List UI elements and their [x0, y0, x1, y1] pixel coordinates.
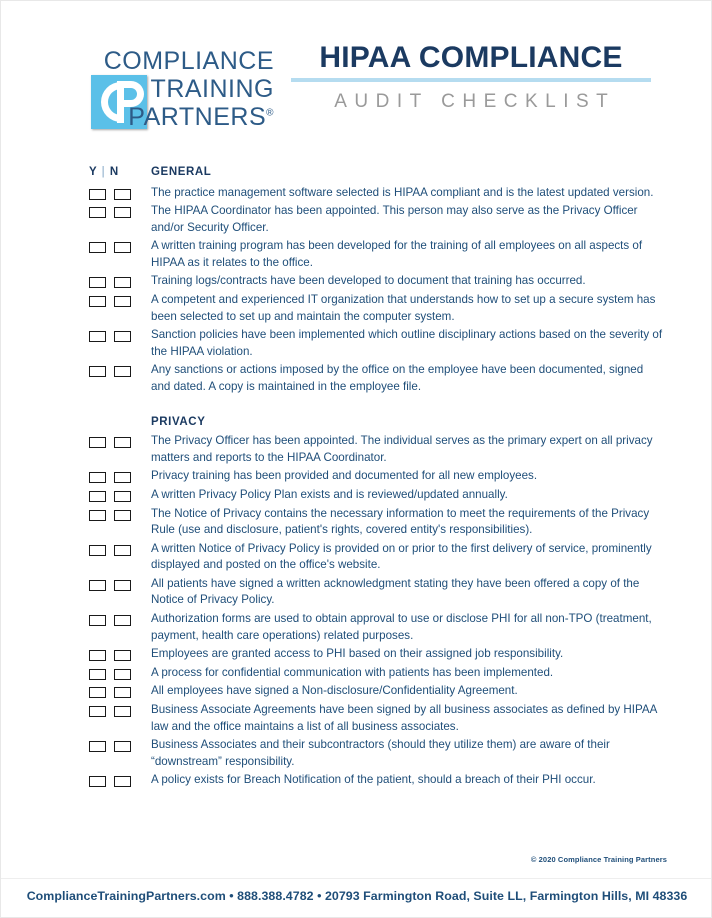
checklist-item-text: Business Associate Agreements have been signed by all business associates as defined by HIPAA law and the office maintains a list of all business associates.	[151, 703, 657, 733]
checklist-item-text: A written training program has been developed for the training of all employees on all aspects of HIPAA as it relates to the office.	[151, 239, 643, 269]
checklist-item-text: The practice management software selected is HIPAA compliant and is the latest updated version.	[151, 185, 654, 199]
checkbox-yes[interactable]	[89, 437, 106, 448]
checkbox-no[interactable]	[114, 207, 131, 218]
checkbox-pair	[89, 576, 151, 591]
checkbox-yes[interactable]	[89, 366, 106, 377]
registered-trademark-icon: ®	[266, 107, 274, 119]
checkbox-pair	[89, 362, 151, 377]
checkbox-pair	[89, 611, 151, 626]
checkbox-yes[interactable]	[89, 706, 106, 717]
column-header-row	[89, 166, 664, 179]
no-label: N	[109, 166, 120, 178]
checkbox-pair	[89, 203, 151, 218]
checkbox-pair	[89, 433, 151, 448]
checkbox-no[interactable]	[114, 331, 131, 342]
checklist-item-text: A policy exists for Breach Notification of the patient, should a breach of their PHI occur.	[151, 773, 596, 787]
checkbox-pair	[89, 506, 151, 521]
checkbox-yes[interactable]	[89, 242, 106, 253]
checklist-body	[89, 166, 664, 791]
checkbox-yes[interactable]	[89, 545, 106, 556]
checkbox-no[interactable]	[114, 242, 131, 253]
checklist-item-text: A process for confidential communication with patients has been implemented.	[151, 665, 554, 679]
checkbox-no[interactable]	[114, 776, 131, 787]
section-privacy	[89, 433, 664, 789]
checkbox-no[interactable]	[114, 650, 131, 661]
checkbox-yes[interactable]	[89, 189, 106, 200]
checklist-item-text: Privacy training has been provided and documented for all new employees.	[151, 469, 538, 483]
checklist-item-text: Sanction policies have been implemented which outline disciplinary actions based on the severity of the HIPAA violation.	[151, 328, 663, 358]
checkbox-yes[interactable]	[89, 687, 106, 698]
checklist-item-text: All employees have signed a Non-disclosure/Confidentiality Agreement.	[151, 684, 518, 698]
checkbox-no[interactable]	[114, 510, 131, 521]
section-spacer	[89, 398, 664, 416]
checklist-item-text: Any sanctions or actions imposed by the office on the employee have been documented, signed and dated. A copy is maintained in the employee file.	[151, 363, 644, 394]
title-block	[291, 41, 651, 113]
checkbox-pair	[89, 702, 151, 717]
checkbox-no[interactable]	[114, 580, 131, 591]
logo-line-2: TRAINING	[150, 75, 274, 103]
section-heading-general: GENERAL	[151, 166, 212, 178]
checklist-item	[89, 468, 664, 485]
title-divider	[291, 78, 651, 82]
document-header	[1, 35, 712, 135]
checkbox-no[interactable]	[114, 366, 131, 377]
yes-label: Y	[89, 166, 98, 178]
checkbox-yes[interactable]	[89, 207, 106, 218]
checklist-item	[89, 362, 664, 395]
checklist-item	[89, 487, 664, 504]
checklist-item-text: Business Associates and their subcontractors (should they utilize them) are aware of their “downstream” responsibility.	[151, 738, 610, 768]
checkbox-no[interactable]	[114, 706, 131, 717]
checklist-item	[89, 433, 664, 466]
checklist-item	[89, 772, 664, 789]
checkbox-pair	[89, 541, 151, 556]
checkbox-yes[interactable]	[89, 615, 106, 626]
checklist-item	[89, 576, 664, 609]
checkbox-no[interactable]	[114, 741, 131, 752]
checklist-item-text: The Notice of Privacy contains the necessary information to meet the requirements of the Privacy Rule (use and disclosure, patient's rights, covered entity's responsibilities).	[151, 506, 650, 537]
checklist-item-text: A written Privacy Policy Plan exists and is reviewed/updated annually.	[151, 487, 508, 501]
copyright-notice: © 2020 Compliance Training Partners	[530, 855, 667, 864]
checklist-item	[89, 506, 664, 539]
checklist-item	[89, 541, 664, 574]
checklist-item-text: All patients have signed a written acknowledgment stating they have been offered a copy of the Notice of Privacy Policy.	[151, 576, 640, 607]
checklist-item-text: The HIPAA Coordinator has been appointed. This person may also serve as the Privacy Officer and/or Security Officer.	[151, 204, 638, 234]
page-title: HIPAA COMPLIANCE	[319, 41, 623, 74]
checklist-item-text: Training logs/contracts have been developed to document that training has occurred.	[151, 274, 586, 288]
logo-line-3	[89, 105, 274, 130]
checklist-item	[89, 292, 664, 325]
footer-contact-line: ComplianceTrainingPartners.com • 888.388.4782 • 20793 Farmington Road, Suite LL, Farmington Hills, MI 48336	[26, 889, 688, 903]
checkbox-pair	[89, 487, 151, 502]
checkbox-no[interactable]	[114, 687, 131, 698]
checkbox-no[interactable]	[114, 615, 131, 626]
checkbox-pair	[89, 665, 151, 680]
section-general	[89, 185, 664, 396]
checklist-item	[89, 185, 664, 202]
company-logo	[89, 45, 289, 135]
checkbox-pair	[89, 772, 151, 787]
checkbox-no[interactable]	[114, 545, 131, 556]
checkbox-pair	[89, 737, 151, 752]
page-subtitle: AUDIT CHECKLIST	[334, 91, 616, 112]
checklist-item	[89, 203, 664, 236]
section-header-row-privacy	[89, 416, 664, 429]
logo-line-1: COMPLIANCE	[103, 47, 274, 75]
footer-divider	[1, 878, 712, 879]
checklist-item-text: A competent and experienced IT organization that understands how to set up a secure system has been selected to set up and maintain the computer system.	[151, 293, 656, 323]
checklist-item-text: Employees are granted access to PHI based on their assigned job responsibility.	[151, 647, 564, 661]
checkbox-no[interactable]	[114, 491, 131, 502]
checkbox-yes[interactable]	[89, 650, 106, 661]
checkbox-yes[interactable]	[89, 741, 106, 752]
checklist-item	[89, 646, 664, 663]
checkbox-pair	[89, 292, 151, 307]
checkbox-no[interactable]	[114, 189, 131, 200]
logo-line-3-text: PARTNERS	[128, 103, 267, 131]
section-heading-privacy: PRIVACY	[151, 415, 206, 428]
checkbox-yes[interactable]	[89, 580, 106, 591]
checkbox-yes[interactable]	[89, 510, 106, 521]
checklist-item	[89, 737, 664, 770]
checkbox-no[interactable]	[114, 472, 131, 483]
checkbox-yes[interactable]	[89, 472, 106, 483]
yes-no-column-header	[89, 166, 151, 179]
checklist-item-text: A written Notice of Privacy Policy is provided on or prior to the first delivery of service, prominently displayed and posted on the office's website.	[151, 541, 652, 572]
column-divider: |	[101, 166, 106, 178]
checkbox-no[interactable]	[114, 296, 131, 307]
checkbox-yes[interactable]	[89, 669, 106, 680]
checkbox-pair	[89, 273, 151, 288]
checklist-item	[89, 611, 664, 644]
checklist-item	[89, 273, 664, 290]
checkbox-pair	[89, 468, 151, 483]
checkbox-yes[interactable]	[89, 331, 106, 342]
checklist-item	[89, 238, 664, 271]
checkbox-no[interactable]	[114, 669, 131, 680]
checkbox-no[interactable]	[114, 277, 131, 288]
checklist-item-text: The Privacy Officer has been appointed. The individual serves as the primary expert on all privacy matters and reports to the HIPAA Coordinator.	[151, 434, 653, 464]
checkbox-no[interactable]	[114, 437, 131, 448]
checkbox-pair	[89, 238, 151, 253]
checklist-item	[89, 327, 664, 360]
checklist-item	[89, 702, 664, 735]
checkbox-pair	[89, 683, 151, 698]
checklist-item-text: Authorization forms are used to obtain approval to use or disclose PHI for all non-TPO (treatment, payment, health care operations) related purposes.	[151, 612, 652, 642]
checklist-item	[89, 683, 664, 700]
checklist-item	[89, 665, 664, 682]
checkbox-yes[interactable]	[89, 277, 106, 288]
checkbox-yes[interactable]	[89, 296, 106, 307]
checkbox-yes[interactable]	[89, 491, 106, 502]
checkbox-pair	[89, 646, 151, 661]
checkbox-pair	[89, 185, 151, 200]
checkbox-pair	[89, 327, 151, 342]
checkbox-yes[interactable]	[89, 776, 106, 787]
